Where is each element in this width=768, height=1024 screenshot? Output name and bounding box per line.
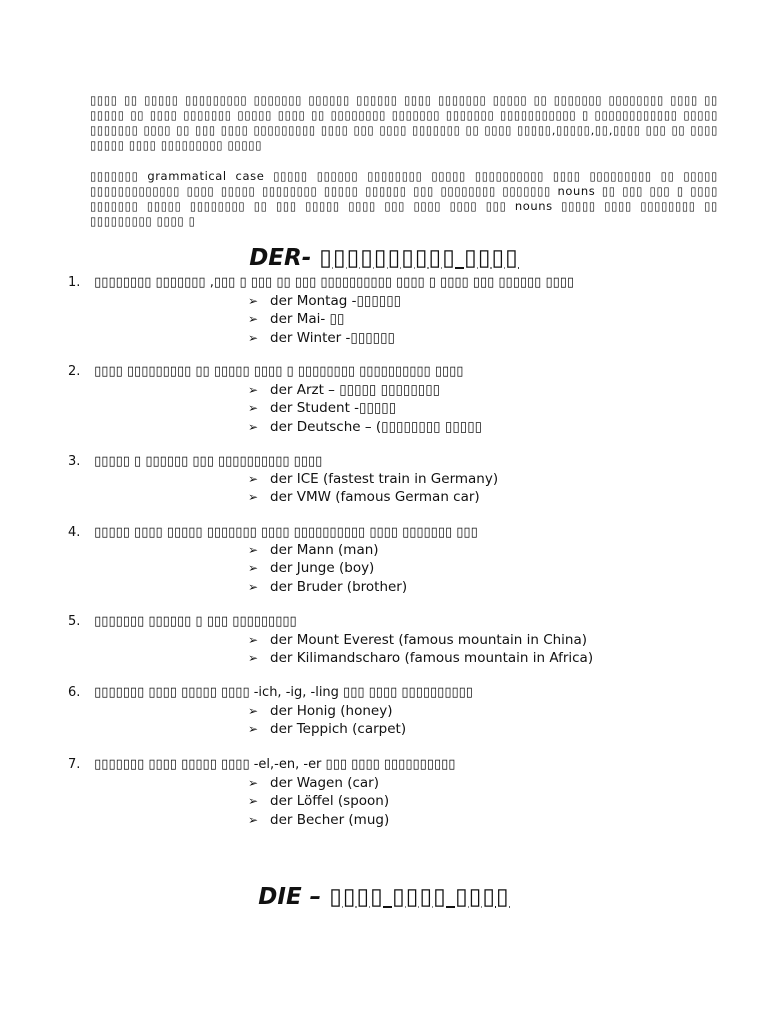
arrow-bullet-icon: ➢	[248, 561, 259, 576]
die-heading-article: DIE –	[258, 884, 322, 910]
list-item	[248, 792, 389, 810]
rule-text: ▯▯▯▯▯▯▯ ▯▯▯▯ ▯▯▯▯▯ ▯▯▯▯ -ich, -ig, -ling ▯▯▯ ▯▯▯▯ ▯▯▯▯▯▯▯▯▯▯	[94, 685, 473, 700]
list-item	[248, 381, 482, 399]
list-item	[248, 310, 401, 328]
list-item	[248, 720, 406, 738]
arrow-bullet-icon: ➢	[248, 419, 259, 434]
rule-number: 4.	[68, 525, 81, 540]
rule-5-examples	[248, 631, 593, 668]
arrow-bullet-icon: ➢	[248, 472, 259, 486]
arrow-bullet-icon: ➢	[248, 651, 259, 666]
example-text: der Mann (man)	[270, 542, 379, 558]
intro-paragraph-1	[90, 93, 718, 153]
rule-number: 7.	[68, 757, 81, 772]
example-text: der Montag -▯▯▯▯▯▯	[270, 293, 402, 309]
list-item	[248, 488, 498, 506]
list-item	[248, 631, 593, 649]
rule-5	[68, 613, 297, 631]
list-item	[248, 578, 407, 596]
rule-7	[68, 756, 455, 774]
list-item	[248, 541, 407, 559]
rule-number: 5.	[68, 614, 81, 629]
arrow-bullet-icon: ➢	[248, 633, 259, 647]
example-text: der ICE (fastest train in Germany)	[270, 471, 499, 487]
list-item	[248, 399, 482, 417]
list-item	[248, 702, 406, 720]
rule-7-examples	[248, 774, 389, 829]
intro-paragraph-2-text: ▯▯▯▯▯▯▯ grammatical case ▯▯▯▯▯ ▯▯▯▯▯▯ ▯▯▯▯▯▯▯▯ ▯▯▯▯▯ ▯▯▯▯▯▯▯▯▯▯ ▯▯▯▯ ▯▯▯▯▯▯▯▯▯ ▯▯ ▯▯▯▯▯ ▯▯▯▯▯▯▯▯▯▯▯▯▯ ▯▯▯▯ ▯▯▯▯▯ ▯▯▯▯▯▯▯▯ ▯▯▯▯▯ ▯▯▯▯▯▯ ▯▯▯ ▯▯▯▯▯▯▯▯ ▯▯▯▯▯▯▯ nouns ▯▯ ▯▯▯ ▯▯▯ ▯ ▯▯▯▯ ▯▯▯▯▯▯▯ ▯▯▯▯▯ ▯▯▯▯▯▯▯▯ ▯▯ ▯▯▯ ▯▯▯▯▯ ▯▯▯▯ ▯▯▯ ▯▯▯▯ ▯▯▯▯ ▯▯▯ nouns ▯▯▯▯▯ ▯▯▯▯ ▯▯▯▯▯▯▯▯ ▯▯ ▯▯▯▯▯▯▯▯▯ ▯▯▯▯ ▯	[90, 169, 718, 228]
example-text: der Mount Everest (famous mountain in China)	[270, 632, 588, 648]
rule-number: 3.	[68, 454, 81, 469]
list-item	[248, 470, 498, 488]
example-text: der Löffel (spoon)	[270, 793, 390, 810]
rule-1-examples	[248, 292, 401, 347]
example-text: der Teppich (carpet)	[270, 721, 407, 738]
rule-text: ▯▯▯▯▯▯▯▯ ▯▯▯▯▯▯▯ ,▯▯▯ ▯ ▯▯▯ ▯▯ ▯▯▯ ▯▯▯▯▯▯▯▯▯▯ ▯▯▯▯ ▯ ▯▯▯▯ ▯▯▯ ▯▯▯▯▯▯ ▯▯▯▯	[94, 275, 575, 290]
rule-text: ▯▯▯▯▯▯▯ ▯▯▯▯ ▯▯▯▯▯ ▯▯▯▯ -el,-en, -er ▯▯▯ ▯▯▯▯ ▯▯▯▯▯▯▯▯▯▯	[94, 757, 456, 772]
example-text: der Kilimandscharo (famous mountain in Africa)	[270, 650, 594, 667]
example-text: der VMW (famous German car)	[270, 489, 480, 506]
arrow-bullet-icon: ➢	[248, 312, 259, 327]
arrow-bullet-icon: ➢	[248, 383, 259, 397]
arrow-bullet-icon: ➢	[248, 812, 259, 827]
rule-number: 6.	[68, 685, 81, 700]
list-item	[248, 559, 407, 577]
rule-number: 1.	[68, 275, 81, 290]
rule-text: ▯▯▯▯▯ ▯ ▯▯▯▯▯▯ ▯▯▯ ▯▯▯▯▯▯▯▯▯▯ ▯▯▯▯	[94, 454, 323, 469]
rule-3-examples	[248, 470, 498, 507]
rule-4-examples	[248, 541, 407, 596]
list-item	[248, 811, 389, 829]
rule-2	[68, 363, 463, 381]
rule-6-examples	[248, 702, 406, 739]
intro-paragraph-1-text: ▯▯▯▯ ▯▯ ▯▯▯▯▯ ▯▯▯▯▯▯▯▯▯ ▯▯▯▯▯▯▯ ▯▯▯▯▯▯ ▯▯▯▯▯▯ ▯▯▯▯ ▯▯▯▯▯▯▯ ▯▯▯▯▯ ▯▯ ▯▯▯▯▯▯▯ ▯▯▯▯▯▯▯▯ ▯▯▯▯ ▯▯ ▯▯▯▯▯ ▯▯ ▯▯▯▯ ▯▯▯▯▯▯▯ ▯▯▯▯▯ ▯▯▯▯ ▯▯ ▯▯▯▯▯▯▯▯ ▯▯▯▯▯▯▯ ▯▯▯▯▯▯▯ ▯▯▯▯▯▯▯▯▯▯▯ ▯ ▯▯▯▯▯▯▯▯▯▯▯▯ ▯▯▯▯▯ ▯▯▯▯▯▯▯ ▯▯▯▯ ▯▯ ▯▯▯ ▯▯▯▯ ▯▯▯▯▯▯▯▯▯ ▯▯▯▯ ▯▯▯ ▯▯▯▯ ▯▯▯▯▯▯▯ ▯▯ ▯▯▯▯ ▯▯▯▯▯,▯▯▯▯▯,▯▯,▯▯▯▯ ▯▯▯ ▯▯ ▯▯▯▯ ▯▯▯▯▯ ▯▯▯▯ ▯▯▯▯▯▯▯▯▯ ▯▯▯▯▯	[90, 93, 718, 152]
list-item	[248, 329, 401, 347]
arrow-bullet-icon: ➢	[248, 294, 259, 308]
example-text: der Honig (honey)	[270, 703, 393, 719]
arrow-bullet-icon: ➢	[248, 330, 259, 345]
example-text: der Bruder (brother)	[270, 578, 408, 595]
rule-1	[68, 274, 574, 292]
rule-text: ▯▯▯▯ ▯▯▯▯▯▯▯▯▯ ▯▯ ▯▯▯▯▯ ▯▯▯▯ ▯ ▯▯▯▯▯▯▯▯ ▯▯▯▯▯▯▯▯▯▯ ▯▯▯▯	[94, 364, 464, 379]
rule-3	[68, 453, 322, 471]
example-text: der Winter -▯▯▯▯▯▯	[270, 329, 395, 346]
example-text: der Deutsche – (▯▯▯▯▯▯▯▯ ▯▯▯▯▯	[270, 418, 483, 435]
arrow-bullet-icon: ➢	[248, 579, 259, 594]
rule-2-examples	[248, 381, 482, 436]
arrow-bullet-icon: ➢	[248, 722, 259, 737]
arrow-bullet-icon: ➢	[248, 401, 259, 416]
der-heading-article: DER-	[249, 245, 312, 271]
der-heading	[0, 245, 768, 271]
example-text: der Arzt – ▯▯▯▯▯ ▯▯▯▯▯▯▯▯	[270, 382, 441, 398]
rule-6	[68, 684, 473, 702]
list-item	[248, 774, 389, 792]
arrow-bullet-icon: ➢	[248, 543, 259, 557]
rule-text: ▯▯▯▯▯ ▯▯▯▯ ▯▯▯▯▯ ▯▯▯▯▯▯▯ ▯▯▯▯ ▯▯▯▯▯▯▯▯▯▯ ▯▯▯▯ ▯▯▯▯▯▯▯ ▯▯▯	[94, 525, 478, 540]
example-text: der Becher (mug)	[270, 811, 390, 828]
example-text: der Junge (boy)	[270, 560, 375, 577]
die-heading	[0, 884, 768, 910]
example-text: der Student -▯▯▯▯▯	[270, 400, 397, 417]
arrow-bullet-icon: ➢	[248, 490, 259, 505]
example-text: der Wagen (car)	[270, 775, 379, 791]
list-item	[248, 649, 593, 667]
arrow-bullet-icon: ➢	[248, 704, 259, 718]
die-heading-subtitle: ▯▯▯▯ ▯▯▯▯ ▯▯▯▯	[329, 884, 510, 910]
intro-paragraph-2	[90, 169, 718, 229]
der-heading-subtitle: ▯▯▯▯▯▯▯▯▯▯ ▯▯▯▯	[319, 245, 519, 271]
rule-number: 2.	[68, 364, 81, 379]
example-text: der Mai- ▯▯	[270, 311, 345, 328]
rule-4	[68, 524, 478, 542]
list-item	[248, 418, 482, 436]
arrow-bullet-icon: ➢	[248, 776, 259, 790]
list-item	[248, 292, 401, 310]
arrow-bullet-icon: ➢	[248, 794, 259, 809]
rule-text: ▯▯▯▯▯▯▯ ▯▯▯▯▯▯ ▯ ▯▯▯ ▯▯▯▯▯▯▯▯▯	[94, 614, 297, 629]
